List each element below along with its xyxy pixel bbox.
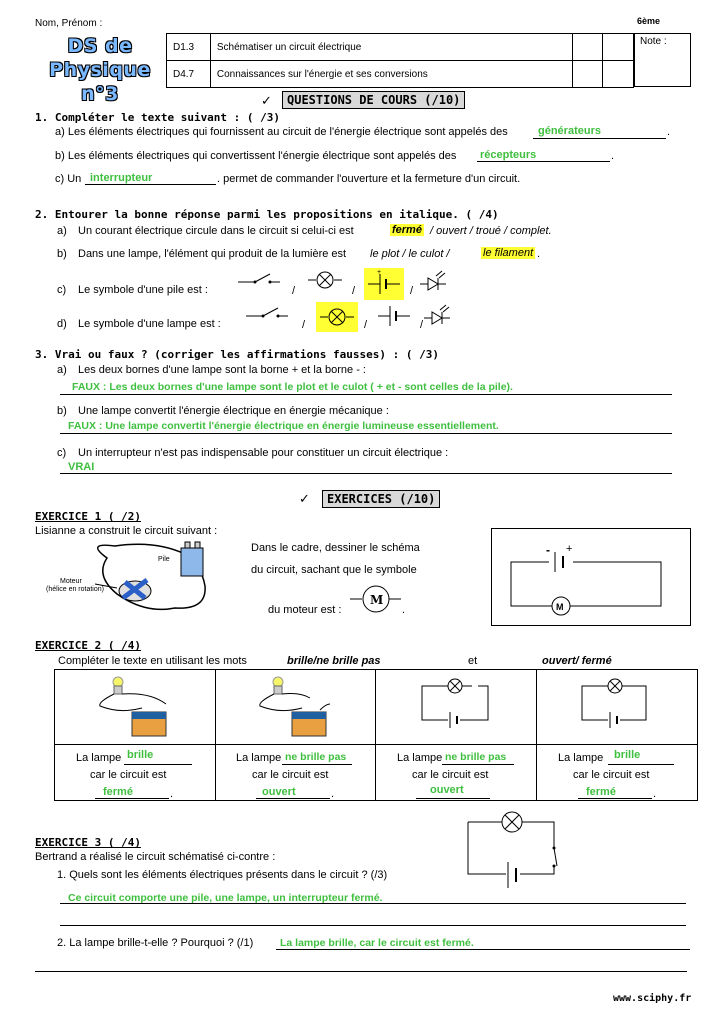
ex2-intro: Compléter le texte en utilisant les mots bbox=[58, 655, 247, 667]
q3c-line bbox=[60, 473, 672, 474]
q2a-label: a) bbox=[57, 225, 67, 237]
plus-sign: + bbox=[566, 543, 573, 555]
skill-label: Connaissances sur l'énergie et ses conversions bbox=[210, 61, 572, 88]
q2c-symbols bbox=[230, 268, 460, 302]
car-label: car le circuit est bbox=[90, 769, 167, 781]
cours-title: QUESTIONS DE COURS (/10) bbox=[282, 91, 465, 109]
ex1-intro: Lisianne a construit le circuit suivant : bbox=[35, 525, 218, 537]
q2b-answer[interactable]: le filament bbox=[483, 247, 534, 259]
q1b-answer[interactable]: récepteurs bbox=[480, 149, 537, 161]
la-lampe-label: La lampe bbox=[236, 752, 282, 764]
q2-title: 2. Entourer la bonne réponse parmi les propositions en italique. ( /4) bbox=[35, 208, 499, 221]
slash: / bbox=[420, 319, 424, 331]
cell4-answer2[interactable]: fermé bbox=[586, 786, 616, 798]
q2a-text: Un courant électrique circule dans le circuit si celui-ci est bbox=[78, 225, 354, 237]
ex3-title: EXERCICE 3 ( /4) bbox=[35, 836, 141, 849]
battery-symbol[interactable] bbox=[378, 306, 410, 326]
ex3-q2: 2. La lampe brille-t-elle ? Pourquoi ? (/1) bbox=[57, 937, 254, 949]
exercices-title: EXERCICES (/10) bbox=[322, 490, 440, 508]
ex2-and: et bbox=[468, 655, 478, 667]
q1b-text: b) Les éléments électriques qui convertissent l'énergie électrique sont appelés des bbox=[55, 150, 457, 162]
q3c-text: Un interrupteur n'est pas indispensable pour constituer un circuit électrique : bbox=[78, 447, 449, 459]
slash: / bbox=[364, 319, 368, 331]
battery-symbol-highlighted[interactable] bbox=[364, 268, 404, 300]
logo-line1: DS de bbox=[67, 35, 133, 57]
q1c-pre: c) Un bbox=[55, 173, 82, 185]
q1c-answer[interactable]: interrupteur bbox=[90, 172, 153, 184]
skill-box[interactable] bbox=[572, 61, 603, 88]
pile-label: Pile bbox=[158, 556, 170, 563]
check-icon: ✓ bbox=[261, 93, 272, 108]
q3b-label: b) bbox=[57, 405, 67, 417]
skill-label: Schématiser un circuit électrique bbox=[210, 34, 572, 61]
note-box[interactable] bbox=[634, 33, 691, 87]
q3a-answer[interactable]: FAUX : Les deux bornes d'une lampe sont le plot et le culot ( + et - sont celles de la pile). bbox=[72, 381, 513, 393]
battery-image bbox=[181, 542, 203, 576]
slash: / bbox=[292, 285, 296, 297]
ex3-answer2[interactable]: La lampe brille, car le circuit est fermé. bbox=[280, 937, 474, 949]
svg-text:M: M bbox=[556, 602, 564, 612]
schema-circuit-open bbox=[410, 676, 500, 736]
q1-title: 1. Compléter le texte suivant : ( /3) bbox=[35, 111, 281, 124]
q2a-answer[interactable]: fermé bbox=[392, 224, 422, 236]
note-label: Note : bbox=[640, 36, 667, 47]
ex1-instr2: du circuit, sachant que le symbole bbox=[251, 564, 417, 576]
q1a-answer[interactable]: générateurs bbox=[538, 125, 601, 137]
class-label: 6ème bbox=[637, 16, 661, 26]
q1c-post: . permet de commander l'ouverture et la fermeture d'un circuit. bbox=[217, 173, 521, 185]
check-icon: ✓ bbox=[299, 491, 310, 506]
q3b-text: Une lampe convertit l'énergie électrique en énergie mécanique : bbox=[78, 405, 389, 417]
skill-box[interactable] bbox=[603, 61, 634, 88]
cell1-answer2[interactable]: fermé bbox=[103, 786, 133, 798]
lamp-symbol-highlighted[interactable] bbox=[316, 302, 358, 332]
ex1-illustration bbox=[35, 536, 250, 618]
q2a-options: / ouvert / troué / complet. bbox=[430, 225, 552, 237]
q2b-text: Dans une lampe, l'élément qui produit de la lumière est bbox=[78, 248, 347, 260]
schema-circuit-closed bbox=[570, 676, 660, 736]
switch-symbol[interactable] bbox=[246, 308, 288, 318]
slash: / bbox=[352, 285, 356, 297]
q1a-text: a) Les éléments électriques qui fournissent au circuit de l'énergie électrique sont appelés des bbox=[55, 126, 508, 138]
slash: / bbox=[410, 285, 414, 297]
cell3-answer2[interactable]: ouvert bbox=[430, 784, 464, 796]
q2c-text: Le symbole d'une pile est : bbox=[78, 284, 208, 296]
la-lampe-label: La lampe bbox=[558, 752, 604, 764]
q3c-label: c) bbox=[57, 447, 67, 459]
q3a-label: a) bbox=[57, 364, 67, 376]
q1a-line bbox=[533, 138, 666, 139]
ex1-title: EXERCICE 1 ( /2) bbox=[35, 510, 141, 523]
slash: / bbox=[302, 319, 306, 331]
led-symbol[interactable] bbox=[424, 305, 450, 324]
motor-symbol-letter: M bbox=[370, 593, 384, 607]
q1c-line bbox=[85, 184, 216, 185]
cell2-answer1[interactable]: ne brille pas bbox=[285, 751, 347, 763]
ex1-instr1: Dans le cadre, dessiner le schéma bbox=[251, 542, 420, 554]
cell2-answer2[interactable]: ouvert bbox=[262, 786, 296, 798]
moteur-label: Moteur bbox=[60, 578, 82, 585]
motor-symbol-ref bbox=[348, 584, 408, 614]
cell1-answer1[interactable]: brille bbox=[127, 749, 154, 761]
ex3-intro: Bertrand a réalisé le circuit schématisé ci-contre : bbox=[35, 851, 276, 863]
cell3-answer1[interactable]: ne brille pas bbox=[445, 751, 507, 763]
q3b-answer[interactable]: FAUX : Une lampe convertit l'énergie électrique en énergie lumineuse essentiellement. bbox=[68, 420, 499, 432]
skill-box[interactable] bbox=[603, 34, 634, 61]
q2b-label: b) bbox=[57, 248, 67, 260]
svg-text:+: + bbox=[377, 269, 382, 276]
name-label: Nom, Prénom : bbox=[35, 18, 103, 29]
car-label: car le circuit est bbox=[412, 769, 489, 781]
ex2-title: EXERCICE 2 ( /4) bbox=[35, 639, 141, 652]
photo-circuit-closed bbox=[90, 674, 180, 740]
q3c-answer[interactable]: VRAI bbox=[68, 461, 95, 473]
ex2-words2: ouvert/ fermé bbox=[542, 655, 612, 667]
ex3-circuit-schema bbox=[460, 810, 570, 894]
ex1-drawn-circuit bbox=[491, 528, 691, 626]
footer-site[interactable]: www.sciphy.fr bbox=[613, 993, 692, 1004]
q2c-label: c) bbox=[57, 284, 67, 296]
q1b-line bbox=[477, 161, 610, 162]
car-label: car le circuit est bbox=[573, 769, 650, 781]
logo-line2: Physique n°3 bbox=[49, 59, 151, 105]
switch-symbol[interactable] bbox=[238, 274, 280, 284]
logo bbox=[35, 34, 165, 106]
skills-table bbox=[166, 33, 634, 88]
la-lampe-label: La lampe bbox=[76, 752, 122, 764]
q2b-options: le plot / le culot / bbox=[370, 248, 450, 260]
photo-circuit-open bbox=[250, 674, 340, 740]
minus-sign: - bbox=[546, 543, 550, 557]
q2d-symbols bbox=[238, 302, 468, 336]
ex2-words1: brille/ne brille pas bbox=[287, 655, 381, 667]
ex1-instr3: du moteur est : bbox=[268, 604, 342, 616]
motor-image bbox=[119, 580, 151, 601]
cell4-answer1[interactable]: brille bbox=[614, 749, 641, 761]
q3-title: 3. Vrai ou faux ? (corriger les affirmations fausses) : ( /3) bbox=[35, 348, 439, 361]
skill-code: D4.7 bbox=[167, 61, 211, 88]
moteur-sublabel: (hélice en rotation) bbox=[46, 586, 104, 593]
q2d-label: d) bbox=[57, 318, 67, 330]
q3a-line bbox=[60, 394, 672, 395]
skill-box[interactable] bbox=[572, 34, 603, 61]
ex3-q1: 1. Quels sont les éléments électriques présents dans le circuit ? (/3) bbox=[57, 869, 388, 881]
led-symbol[interactable] bbox=[420, 271, 446, 290]
q3b-line bbox=[60, 433, 672, 434]
q2d-text: Le symbole d'une lampe est : bbox=[78, 318, 221, 330]
q3a-text: Les deux bornes d'une lampe sont la borne + et la borne - : bbox=[78, 364, 366, 376]
car-label: car le circuit est bbox=[252, 769, 329, 781]
lamp-symbol[interactable] bbox=[308, 272, 342, 288]
la-lampe-label: La lampe bbox=[397, 752, 443, 764]
skill-code: D1.3 bbox=[167, 34, 211, 61]
ex3-answer1[interactable]: Ce circuit comporte une pile, une lampe, un interrupteur fermé. bbox=[68, 892, 383, 904]
